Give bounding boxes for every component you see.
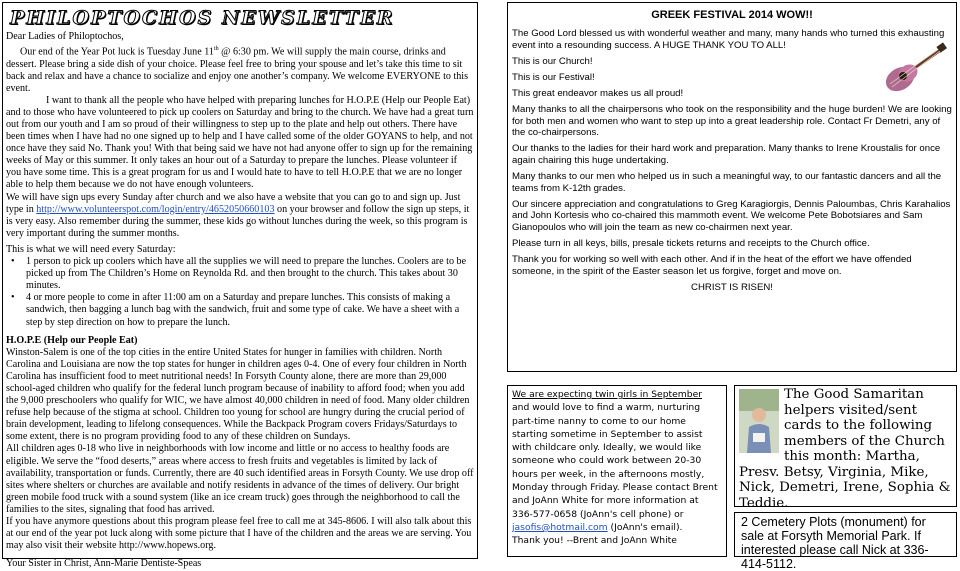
festival-paragraph: Thank you for working so well with each other. And if in the heat of the effort we have offended someone, in the spirit of the Easter season let us forgive, forget and move on.: [512, 254, 912, 277]
nanny-ad-body: and would love to find a warm, nurturing part-time nanny to come to our home starting sometime in September to assist with childcare only. Ideally, we would like someone who could work between 20-30 hours per week, in the afternoons mostly, Monday through Friday. Please contact Brent and JoAnn White for more information at 336-577-0658 (JoAnn's cell phone) or: [512, 402, 718, 520]
festival-paragraph: This great endeavor makes us all proud!: [512, 87, 684, 99]
saturday-needs-intro: This is what we will need every Saturday:: [6, 243, 176, 255]
festival-paragraph: Our thanks to the ladies for their hard work and preparation. Many thanks to Irene Kroustalis for once again chairing this huge undertaking.: [512, 143, 941, 166]
questions-paragraph: If you have anymore questions about this program please feel free to call me at 345-8606. I will also talk about this at our end of the year pot luck along with some picture that I have of the children and the areas we are serving. You may also visit their website http://www.hopews.org.: [6, 516, 472, 552]
email-link[interactable]: jasofis@hotmail.com: [512, 521, 608, 533]
list-item: • 4 or more people to come in after 11:00 am on a Saturday and prepare lunches. This consists of making a sandwich, then bagging a lunch bag with the sandwich, fruit and some type of cake. We have a sheet with a step by step direction on how to prepare the lunch.: [26, 292, 474, 328]
festival-closing: CHRIST IS RISEN!: [691, 281, 773, 293]
newsletter-title: PHILOPTOCHOS NEWSLETTER: [10, 7, 395, 29]
festival-paragraph: This is our Church!: [512, 55, 593, 67]
good-samaritan-box: [734, 385, 957, 511]
signup-text-a: We will have sign ups every Sunday after church and we also have a website that you can go to and sign up. Just type in: [6, 191, 461, 215]
festival-paragraph: This is our Festival!: [512, 71, 595, 83]
greeting: Dear Ladies of Philoptochos,: [6, 31, 124, 42]
hope-thanks-text: I want to thank all the people who have helped with preparing lunches for H.O.P.E (Help our People Eat) and to those who have volunteered to pick up coolers on Saturday and bring to the church. We have had a great turn out from our youth and I am so proud of their willingness to step up to the plate and help out others. There have been times when I have had no one signed up to help and I have called some of the older GOYANS to help, and not once have they said No. Thank you! With that being said we have not had anyone offer to sign up for the remaining weeks of May or this summer. It only takes an hour out of a Saturday to prepare the lunches. Please volunteer if you have some time. This is a great program for us and I would hate to have to tell H.O.P.E that we are no longer able to help them because we do not have enough volunteers.: [6, 94, 474, 191]
signature: Your Sister in Christ, Ann-Marie Dentiste-Speas: [6, 558, 202, 570]
volunteerspot-link[interactable]: http://www.volunteerspot.com/login/entry/4652050660103: [36, 203, 275, 215]
festival-title: GREEK FESTIVAL 2014 WOW!!: [651, 9, 813, 21]
potluck-sup: th: [213, 46, 219, 53]
festival-paragraph: The Good Lord blessed us with wonderful weather and many, many hands who turned this exhausting event into a resounding success. A HUGE THANK YOU TO ALL!: [512, 28, 945, 51]
festival-paragraph: Many thanks to all the chairpersons who took on the responsibility and the huge burden! We are looking for both men and women who want to step up into a great leadership role. Contact Fr Demetri, any of the co-chairpersons.: [512, 103, 952, 139]
cemetery-text: 2 Cemetery Plots (monument) for sale at Forsyth Memorial Park. If interested please call Nick at 336-414-5112.: [741, 515, 929, 571]
greek-festival-box: [507, 2, 957, 372]
festival-paragraph: Our sincere appreciation and congratulations to Greg Karagiorgis, Dennis Paloumbas, Chris Karahalios and John Kortesis who co-chaired this mammoth event. We welcome Pete Bobotsiares and Sam Gianopoulos who will join the team as new co-chairmen next year.: [512, 198, 951, 233]
samaritan-text: The Good Samaritan helpers visited/sent cards to the following members of the Church this month: Martha, Presv. Betsy, Virginia, Mike, Nick, Demetri, Irene, Sophia & Teddie.: [739, 387, 951, 511]
nanny-ad-headline: We are expecting twin girls in September: [512, 389, 703, 400]
philoptochos-newsletter: [2, 2, 478, 570]
hope-thanks-paragraph: [6, 95, 474, 192]
guitar-icon: [878, 43, 948, 99]
hunger-paragraph: Winston-Salem is one of the top cities in the entire United States for hunger in families with children. North Carolina and Louisiana are now the top states for hunger in children ages 0-4. One of every four children in North Carolina has insufficient food to meet nutritional needs! In Forsyth County alone, there are more than 29,000 school-aged children who qualify for the federal lunch program because of inability to afford food; when you add the 9,000 preschoolers who qualify for WIC, we have almost 40,000 children in need of food. Many older children refuse help because of the stigma at school. Children too young for school are hungry during the crucial period of brain development, leading to lifelong consequences. While the Backpack Program covers Fridays/Saturdays to some extent, there is no program providing food to any of these children on Sundays.: [6, 346, 470, 443]
list-item: • 1 person to pick up coolers which have all the supplies we will need to prepare the lunches. Coolers are to be picked up from The Children’s Home on Reynolda Rd. and then brought to the church. This takes about 30 minutes.: [26, 256, 474, 292]
signup-paragraph: [6, 192, 474, 240]
nanny-ad-thanks: Thank you! --Brent and JoAnn White: [512, 535, 677, 547]
eligibility-paragraph: All children ages 0-18 who live in neighborhoods with low income and little or no access to healthy foods are eligible. We serve the “food deserts,” areas where access to fresh fruits and vegetables is limited by lack of availability, transportation or funds. Currently, there are 40 such identified areas in Forsyth County. We use drop off sites where shelters or churches are available and notify residents in advance of the times of delivery. Our bright green mobile food truck with a sound system (like an ice cream truck) goes through the neighborhood to call the families to the sites, signaling that food has arrived.: [6, 443, 474, 515]
nanny-ad-box: [507, 385, 727, 557]
festival-paragraph: Please turn in all keys, bills, presale tickets returns and receipts to the Church office.: [512, 237, 870, 249]
potluck-text-b: @ 6:30 pm. We will supply the main course, drinks and dessert. Please bring a side dish of your choice. Please feel free to bring your spouse and let’s take this time to sit back and relax and have a chance to socialize and enjoy one another’s company. We welcome EVERYONE to this event.: [6, 46, 469, 94]
photo-icon: [739, 389, 779, 453]
potluck-text-a: Our end of the Year Pot luck is Tuesday June 11: [20, 46, 214, 58]
cemetery-plots-box: [734, 512, 957, 571]
saturday-needs-list: [10, 256, 474, 329]
potluck-paragraph: [6, 43, 474, 95]
signup-text-b: on your browser and follow the sign up steps, it is very easy. Also remember during the summer, these kids go without lunches during the week, so this program is very important during the summer months.: [6, 203, 470, 239]
hope-heading: H.O.P.E (Help our People Eat): [6, 334, 138, 346]
nanny-ad-tail: (JoAnn's email).: [607, 521, 683, 533]
festival-paragraph: Many thanks to our men who helped us in such a meaningful way, to our fantastic dancers and all the teams from K-12th grades.: [512, 170, 942, 194]
